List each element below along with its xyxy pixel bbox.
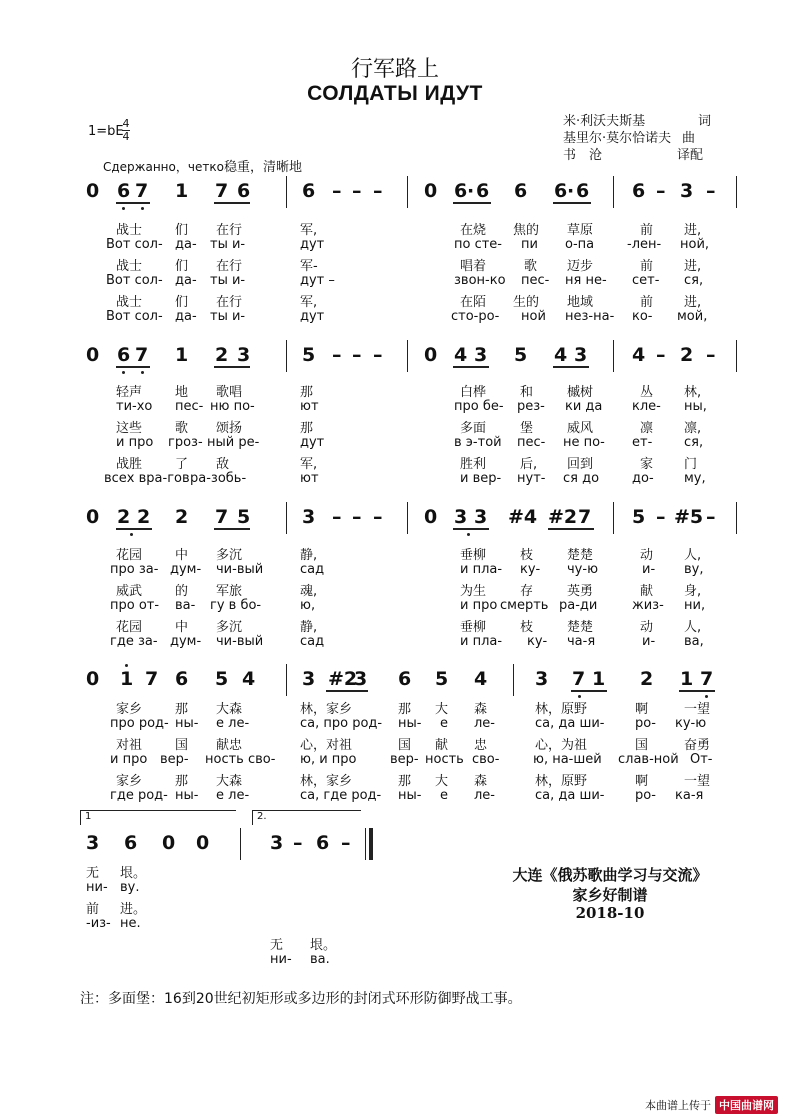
note: 3 bbox=[454, 506, 468, 528]
lyric-line: 战士 们 在行 军- 唱着 歌 迈步 前 进, bbox=[116, 259, 702, 274]
note: 3 bbox=[474, 344, 488, 366]
lyric-line: где за- дум- чи-вый сад и пла- ку- ча-я и- ва, bbox=[110, 634, 704, 649]
page-title-ru: СОЛДАТЫ ИДУТ bbox=[307, 82, 483, 105]
note: 6 bbox=[117, 344, 131, 366]
lyric-line: 战士 们 在行 军, 在陌 生的 地域 前 进, bbox=[116, 295, 702, 310]
upload-credit: 本曲谱上传于 中国曲谱网 bbox=[645, 1096, 778, 1114]
note: 1 bbox=[592, 668, 606, 690]
note: 0 bbox=[196, 832, 210, 854]
note: #2 bbox=[328, 668, 358, 690]
lyric-line: 无 垠。 bbox=[270, 938, 337, 953]
staff-line-2 bbox=[80, 336, 740, 376]
dash: – bbox=[332, 506, 342, 528]
lyric-line: где род- ны- е ле- са, где род- ны- е ле- са, да ши- ро- ка-я bbox=[110, 788, 704, 803]
note: 5 bbox=[435, 668, 449, 690]
note: 6 bbox=[398, 668, 412, 690]
lyric-line: и про вер- ность сво- ю, и про вер- ность сво- ю, на-шей слав-ной От- bbox=[110, 752, 713, 767]
dot: · bbox=[467, 180, 475, 202]
note: 1 bbox=[120, 668, 134, 690]
note: #4 bbox=[508, 506, 538, 528]
signature-line-1: 大连《俄苏歌曲学习与交流》 bbox=[512, 866, 708, 884]
note: 5 bbox=[237, 506, 251, 528]
note: 0 bbox=[86, 344, 100, 366]
lyric-line: всех вра-гов ра-зобь- ют и вер- нут- ся до до- му, bbox=[104, 471, 706, 486]
lyric-line: ни- ва. bbox=[270, 952, 330, 967]
credit-translator: 书 沧 译配 bbox=[563, 148, 704, 163]
note: 3 bbox=[574, 344, 588, 366]
note: 5 bbox=[302, 344, 316, 366]
note: 6 bbox=[576, 180, 590, 202]
note: 3 bbox=[680, 180, 694, 202]
dash: – bbox=[706, 180, 716, 202]
note: 4 bbox=[454, 344, 468, 366]
note: 5 bbox=[632, 506, 646, 528]
site-logo[interactable]: 中国曲谱网 bbox=[715, 1096, 778, 1114]
lyric-line: Вот сол- да- ты и- дут сто-ро- ной нез-на- ко- мой, bbox=[106, 309, 708, 324]
lyric-line: Вот сол- да- ты и- дут – звон-ко пес- ня не- сет- ся, bbox=[106, 273, 704, 288]
staff-line-1 bbox=[80, 172, 740, 212]
note: 2 bbox=[215, 344, 229, 366]
note: 0 bbox=[424, 180, 438, 202]
note: 7 bbox=[215, 180, 229, 202]
dash: – bbox=[332, 180, 342, 202]
note: 3 bbox=[270, 832, 284, 854]
dash: – bbox=[656, 506, 666, 528]
lyric-line: и про гроз- ный ре- дут в э-той пес- не по- ет- ся, bbox=[116, 435, 704, 450]
note: 4 bbox=[474, 668, 488, 690]
lyric-line: 家乡 那 大森 林，家乡 那 大 森 林，原野 啊 一望 bbox=[116, 774, 711, 789]
note: 6 bbox=[124, 832, 138, 854]
staff-line-5 bbox=[80, 824, 380, 864]
dash: – bbox=[332, 344, 342, 366]
note: 6 bbox=[175, 668, 189, 690]
lyric-line: про за- дум- чи-вый сад и пла- ку- чу-ю и- ву, bbox=[110, 562, 704, 577]
lyric-line: 战胜 了 敌 军, 胜利 后, 回到 家 门 bbox=[116, 457, 698, 472]
lyric-line: 这些 歌 颂扬 那 多面 堡 威风 凛 凛, bbox=[116, 421, 702, 436]
dash: – bbox=[706, 506, 716, 528]
lyric-line: 战士 们 在行 军, 在烧 焦的 草原 前 进, bbox=[116, 223, 702, 238]
note: 3 bbox=[302, 668, 316, 690]
dash: – bbox=[706, 344, 716, 366]
note: #5 bbox=[674, 506, 704, 528]
note: 0 bbox=[86, 506, 100, 528]
page-title-cn: 行军路上 bbox=[350, 57, 439, 82]
note: 0 bbox=[86, 180, 100, 202]
note: 2 bbox=[117, 506, 131, 528]
note: 1 bbox=[175, 180, 189, 202]
note: #2 bbox=[548, 506, 578, 528]
dash: – bbox=[352, 506, 362, 528]
credit-composer: 基里尔·莫尔恰诺夫 曲 bbox=[563, 131, 696, 146]
credit-lyricist: 米·利沃夫斯基 词 bbox=[563, 114, 712, 129]
note: 5 bbox=[514, 344, 528, 366]
note: 7 bbox=[135, 180, 149, 202]
staff-line-4 bbox=[80, 660, 740, 700]
dash: – bbox=[373, 506, 383, 528]
note: 2 bbox=[680, 344, 694, 366]
note: 2 bbox=[137, 506, 151, 528]
note: 7 bbox=[700, 668, 714, 690]
note: 6 bbox=[476, 180, 490, 202]
note: 6 bbox=[316, 832, 330, 854]
note: 5 bbox=[215, 668, 229, 690]
lyric-line: 前 进。 bbox=[86, 902, 147, 917]
note: 3 bbox=[354, 668, 368, 690]
lyric-line: про от- ва- гу в бо- ю, и про смерть ра-ди жиз- ни, bbox=[110, 598, 706, 613]
note: 6 bbox=[237, 180, 251, 202]
note: 0 bbox=[162, 832, 176, 854]
note: 6 bbox=[632, 180, 646, 202]
key-signature: 1=bE bbox=[88, 124, 124, 139]
dot: · bbox=[567, 180, 575, 202]
volta-first-ending: 1 bbox=[80, 810, 236, 825]
dash: – bbox=[373, 180, 383, 202]
final-barline bbox=[369, 828, 373, 860]
volta-second-ending: 2. bbox=[252, 810, 361, 825]
note: 4 bbox=[632, 344, 646, 366]
tempo-marking: Сдержанно，четко稳重，清晰地 bbox=[103, 160, 302, 175]
dash: – bbox=[656, 180, 666, 202]
lyric-line: Вот сол- да- ты и- дут по сте- пи о-па -лен- ной, bbox=[106, 237, 710, 252]
staff-line-3 bbox=[80, 498, 740, 538]
lyric-line: -из- не. bbox=[86, 916, 141, 931]
lyric-line: ни- ву. bbox=[86, 880, 140, 895]
lyric-line: 轻声 地 歌唱 那 白桦 和 槭树 丛 林, bbox=[116, 385, 702, 400]
dash: – bbox=[656, 344, 666, 366]
note: 6 bbox=[302, 180, 316, 202]
lyric-line: 花园 中 多沉 静, 垂柳 枝 楚楚 动 人, bbox=[116, 548, 702, 563]
note: 1 bbox=[175, 344, 189, 366]
note: 0 bbox=[424, 344, 438, 366]
note: 2 bbox=[640, 668, 654, 690]
lyric-line: 对祖 国 献忠 心，对祖 国 献 忠 心，为祖 国 奋勇 bbox=[116, 738, 711, 753]
note: 7 bbox=[578, 506, 592, 528]
signature-line-2: 家乡好制谱 bbox=[572, 886, 648, 904]
note: 3 bbox=[474, 506, 488, 528]
footnote: 注：多面堡：16到20世纪初矩形或多边形的封闭式环形防御野战工事。 bbox=[80, 991, 522, 1007]
signature-date: 2018-10 bbox=[575, 904, 645, 922]
lyric-line: 家乡 那 大森 林，家乡 那 大 森 林，原野 啊 一望 bbox=[116, 702, 711, 717]
note: 7 bbox=[215, 506, 229, 528]
note: 3 bbox=[535, 668, 549, 690]
lyric-line: ти-хо пес- ню по- ют про бе- рез- ки да кле- ны, bbox=[116, 399, 707, 414]
note: 2 bbox=[175, 506, 189, 528]
note: 6 bbox=[454, 180, 468, 202]
note: 0 bbox=[86, 668, 100, 690]
time-signature: 4 4 bbox=[122, 117, 130, 143]
lyric-line: про род- ны- е ле- са, про род- ны- е ле- са, да ши- ро- ку-ю bbox=[110, 716, 707, 731]
note: 7 bbox=[135, 344, 149, 366]
note: 1 bbox=[680, 668, 694, 690]
note: 7 bbox=[145, 668, 159, 690]
lyric-line: 花园 中 多沉 静, 垂柳 枝 楚楚 动 人, bbox=[116, 620, 702, 635]
dash: – bbox=[352, 344, 362, 366]
dash: – bbox=[352, 180, 362, 202]
lyric-line: 威武 的 军旅 魂, 为生 存 英勇 献 身, bbox=[116, 584, 702, 599]
dash: – bbox=[341, 832, 351, 854]
note: 3 bbox=[86, 832, 100, 854]
lyric-line: 无 垠。 bbox=[86, 866, 147, 881]
dash: – bbox=[373, 344, 383, 366]
note: 4 bbox=[242, 668, 256, 690]
note: 4 bbox=[554, 344, 568, 366]
dash: – bbox=[293, 832, 303, 854]
note: 3 bbox=[302, 506, 316, 528]
note: 6 bbox=[514, 180, 528, 202]
note: 6 bbox=[554, 180, 568, 202]
note: 0 bbox=[424, 506, 438, 528]
note: 7 bbox=[572, 668, 586, 690]
note: 3 bbox=[237, 344, 251, 366]
note: 6 bbox=[117, 180, 131, 202]
